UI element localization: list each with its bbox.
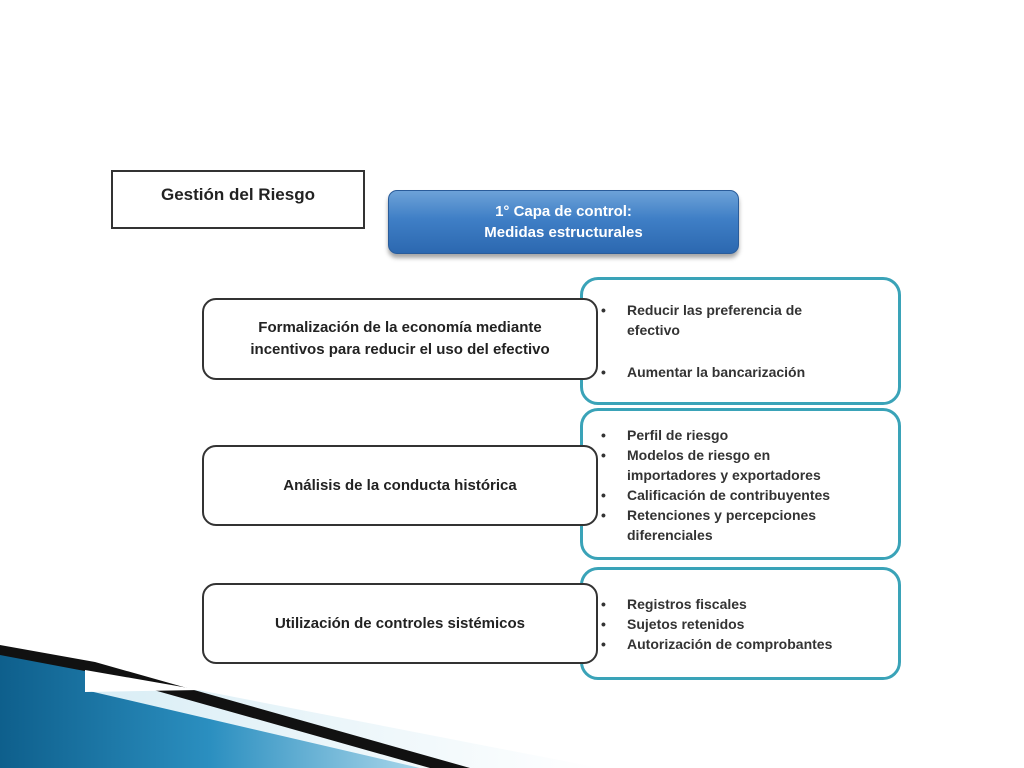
bullet-item: • Retenciones y percepciones diferenciales [627, 505, 842, 545]
bullet-item: • Reducir las preferencia de efectivo [627, 300, 837, 340]
concept-box-controles [202, 583, 598, 664]
gestion-del-riesgo-title [111, 170, 365, 229]
bullet-item: • Registros fiscales [627, 594, 888, 614]
concept-label-line-1: Formalización de la economía mediante [258, 319, 542, 336]
bullet-item: • Aumentar la bancarización [627, 362, 888, 382]
bullet-item: • Calificación de contribuyentes [627, 485, 888, 505]
bullet-list [627, 594, 888, 654]
title-text: Gestión del Riesgo [161, 184, 315, 204]
bullet-item: • Modelos de riesgo en importadores y exportadores [627, 445, 847, 485]
bullet-box-controles [580, 567, 901, 680]
bullet-item: • Sujetos retenidos [627, 614, 888, 634]
bullet-item: • Perfil de riesgo [627, 425, 888, 445]
concept-label-line-2: incentivos para reducir el uso del efectivo [250, 341, 550, 358]
bullet-box-formalizacion [580, 277, 901, 405]
capa-de-control-header [388, 190, 739, 254]
bullet-list [627, 300, 888, 382]
bullet-item: • Autorización de comprobantes [627, 634, 888, 654]
bullet-box-analisis [580, 408, 901, 560]
header-line-2: Medidas estructurales [484, 224, 643, 241]
concept-box-analisis [202, 445, 598, 526]
concept-box-formalizacion [202, 298, 598, 380]
concept-label: Análisis de la conducta histórica [283, 476, 517, 494]
header-line-1: 1° Capa de control: [495, 203, 632, 220]
bullet-list [627, 425, 888, 545]
concept-label: Utilización de controles sistémicos [274, 614, 526, 632]
